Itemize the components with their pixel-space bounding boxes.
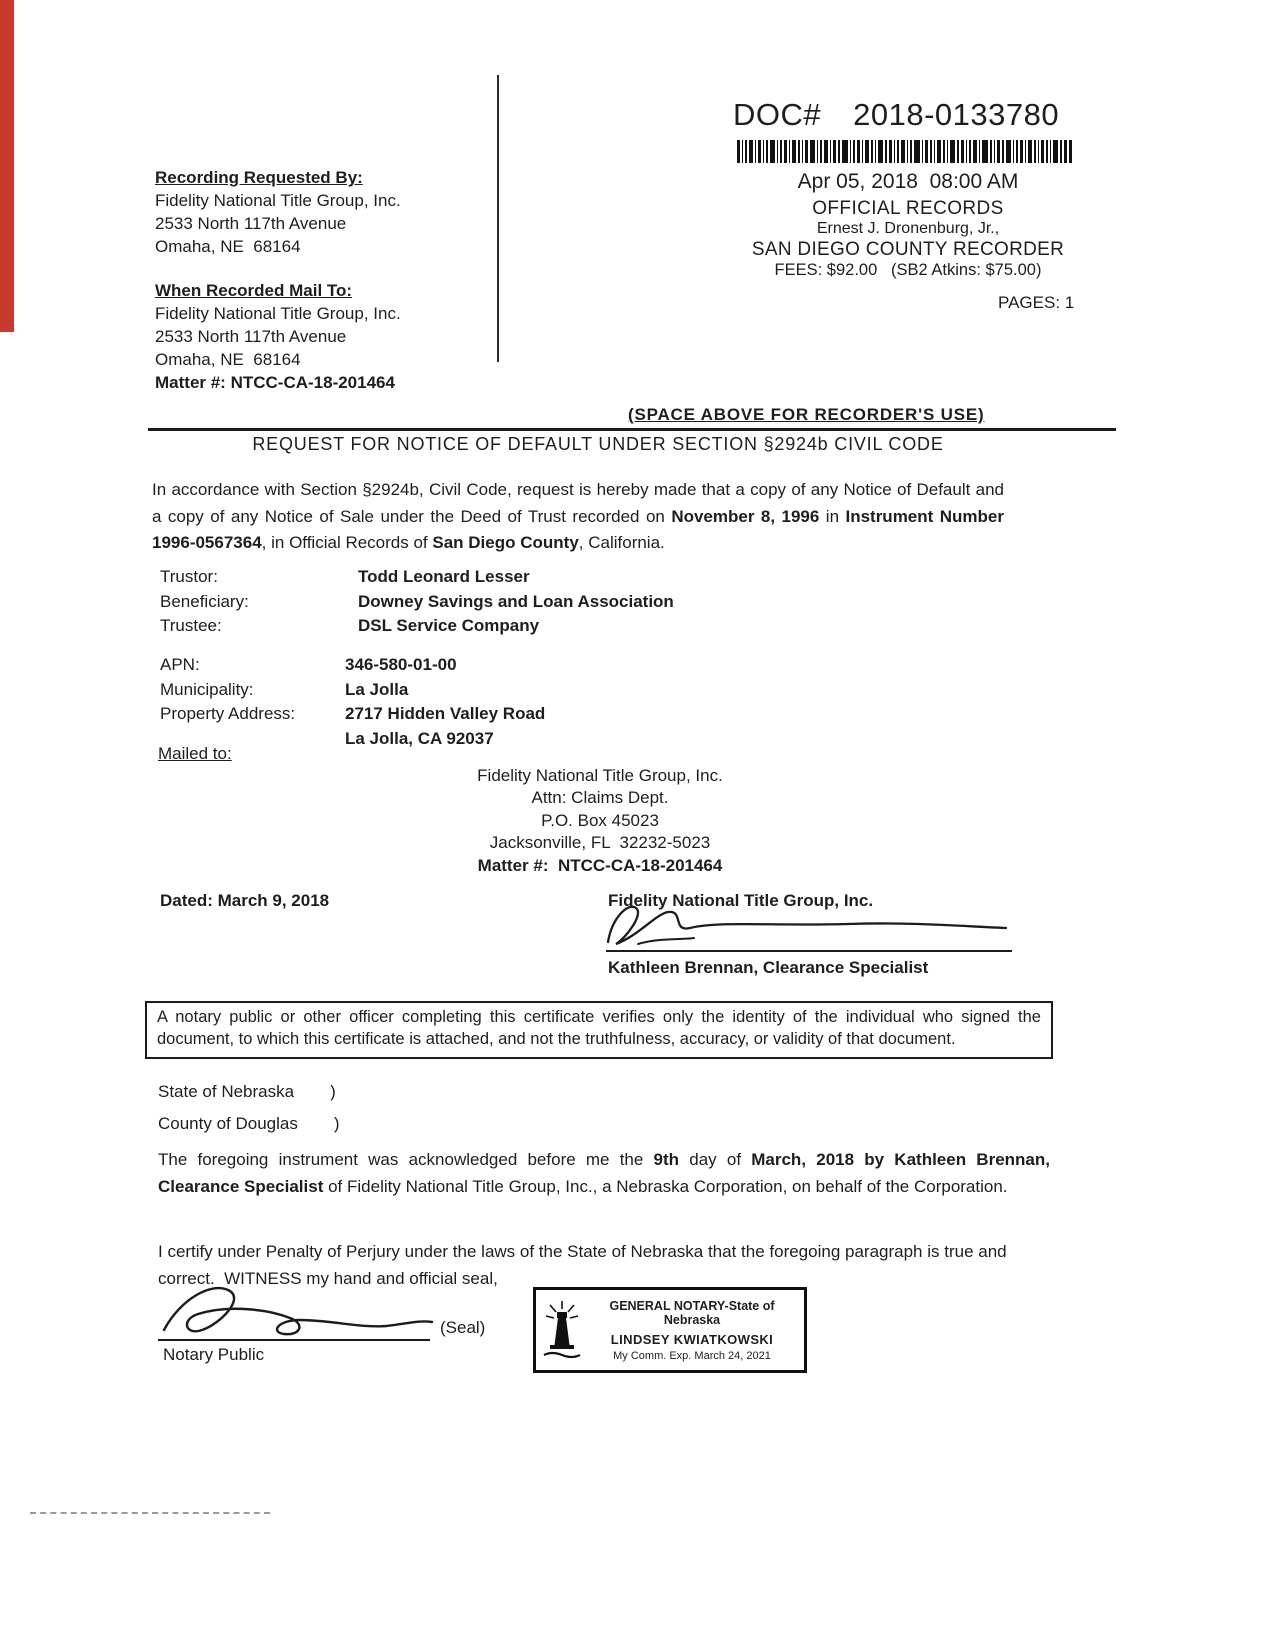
notary-stamp-box	[533, 1287, 807, 1373]
mailed-to-line-3: P.O. Box 45023	[541, 810, 659, 830]
document-title: REQUEST FOR NOTICE OF DEFAULT UNDER SECTION §2924b CIVIL CODE	[252, 434, 944, 454]
pages-count: PAGES: 1	[998, 293, 1075, 312]
scan-dashed-artifact	[30, 1512, 270, 1514]
party-value: Todd Leonard Lesser	[358, 567, 530, 586]
barcode	[737, 140, 1073, 163]
mailed-to-line-4: Jacksonville, FL 32232-5023	[489, 833, 711, 853]
party-label: Trustor:	[160, 567, 218, 586]
doc-number-label: DOC#	[733, 97, 822, 132]
party-label: Trustee:	[160, 616, 222, 635]
recorder-use-note: (SPACE ABOVE FOR RECORDER'S USE)	[628, 405, 985, 424]
signer-signature-scribble	[598, 898, 1018, 954]
mail-to-line-3: Omaha, NE 68164	[155, 350, 301, 369]
mailed-to-address-block	[355, 765, 845, 877]
fees-line: FEES: $92.00 (SB2 Atkins: $75.00)	[774, 261, 1042, 279]
party-row-trustee	[160, 614, 674, 639]
party-value: Downey Savings and Loan Association	[358, 591, 674, 611]
property-block	[160, 653, 545, 751]
parties-block	[160, 565, 674, 639]
recorder-office: SAN DIEGO COUNTY RECORDER	[751, 239, 1065, 260]
party-label: Beneficiary:	[160, 591, 249, 611]
recorder-name: Ernest J. Dronenburg, Jr.,	[816, 220, 1000, 237]
property-label: Property Address:	[160, 704, 296, 723]
property-row-address	[160, 702, 545, 727]
property-value: 2717 Hidden Valley Road	[345, 704, 546, 723]
seal-label: (Seal)	[440, 1318, 486, 1337]
notary-signature-line	[158, 1339, 430, 1341]
when-recorded-mail-to-heading: When Recorded Mail To:	[155, 281, 353, 300]
property-value: La Jolla	[345, 679, 409, 699]
mail-to-line-1: Fidelity National Title Group, Inc.	[155, 304, 401, 323]
notary-signature-scribble	[150, 1280, 440, 1340]
venue-state-line	[158, 1082, 336, 1102]
recording-requested-by-block	[155, 166, 401, 258]
venue-state: State of Nebraska	[158, 1082, 295, 1101]
when-recorded-mail-to-block	[155, 279, 401, 394]
stamp-header: GENERAL NOTARY-State of Nebraska	[609, 1298, 775, 1327]
notary-notice-box	[145, 1001, 1053, 1059]
mailed-to-matter-number: Matter #: NTCC-CA-18-201464	[477, 855, 723, 875]
dated-line: Dated: March 9, 2018	[160, 891, 330, 910]
scan-edge-red-stripe	[0, 0, 14, 332]
signature-line	[606, 950, 1012, 952]
certification-paragraph: I certify under Penalty of Perjury under the laws of the State of Nebraska that the foregoing paragraph is true and correct. WITNESS my hand and official seal,	[158, 1242, 1012, 1288]
requested-by-line-3: Omaha, NE 68164	[155, 237, 301, 256]
doc-number-line	[733, 97, 1059, 133]
party-row-trustor	[160, 565, 674, 590]
property-label: Municipality:	[160, 679, 254, 699]
mail-to-line-2: 2533 North 117th Avenue	[155, 327, 347, 346]
property-value: 346-580-01-00	[345, 655, 457, 674]
venue-county: County of Douglas	[158, 1114, 298, 1133]
notary-public-label: Notary Public	[163, 1345, 265, 1364]
stamp-lighthouse-icon	[542, 1299, 582, 1361]
signer-name-title: Kathleen Brennan, Clearance Specialist	[608, 958, 929, 977]
recording-datetime: Apr 05, 2018 08:00 AM	[797, 170, 1019, 193]
stamp-commission-expiry: My Comm. Exp. March 24, 2021	[613, 1349, 771, 1362]
party-value: DSL Service Company	[358, 616, 540, 635]
party-row-beneficiary	[160, 590, 674, 615]
property-row-municipality	[160, 678, 545, 703]
recording-requested-by-heading: Recording Requested By:	[155, 168, 363, 187]
intro-paragraph: In accordance with Section §2924b, Civil Code, request is hereby made that a copy of any Notice of Default and a copy of any Notice of Sale under the Deed of Trust recorded on November 8, 1996 in Instrument Number 1996-0567364, in Official Records of San Diego County, California.	[152, 480, 1004, 552]
mailed-to-heading: Mailed to:	[158, 744, 232, 763]
mailed-to-line-1: Fidelity National Title Group, Inc.	[477, 766, 723, 785]
venue-state-paren: )	[330, 1082, 336, 1101]
requested-by-line-1: Fidelity National Title Group, Inc.	[155, 191, 401, 210]
doc-number-value: 2018-0133780	[853, 97, 1060, 132]
venue-county-paren: )	[333, 1114, 340, 1133]
column-divider-line	[497, 75, 499, 362]
venue-county-line	[158, 1114, 340, 1134]
official-records-label: OFFICIAL RECORDS	[812, 198, 1004, 219]
stamp-notary-name: LINDSEY KWIATKOWSKI	[610, 1331, 774, 1347]
mailed-to-line-2: Attn: Claims Dept.	[531, 788, 669, 808]
property-row-apn	[160, 653, 545, 678]
property-label: APN:	[160, 655, 200, 674]
acknowledgment-paragraph: The foregoing instrument was acknowledged before me the 9th day of March, 2018 by Kathleen Brennan, Clearance Specialist of Fidelity National Title Group, Inc., a Nebraska Corporation, on behalf of the Corporation.	[158, 1150, 1050, 1196]
property-value: La Jolla, CA 92037	[345, 728, 494, 748]
executing-company: Fidelity National Title Group, Inc.	[608, 891, 874, 910]
notary-notice-text: A notary public or other officer completing this certificate verifies only the identity of the individual who signed the document, to which this certificate is attached, and not the truthfulness, accuracy, or validity of that document.	[157, 1008, 1041, 1048]
requested-by-line-2: 2533 North 117th Avenue	[155, 214, 347, 233]
title-divider-line	[148, 428, 1116, 431]
matter-number: Matter #: NTCC-CA-18-201464	[155, 373, 395, 392]
stamp-text	[588, 1299, 796, 1362]
